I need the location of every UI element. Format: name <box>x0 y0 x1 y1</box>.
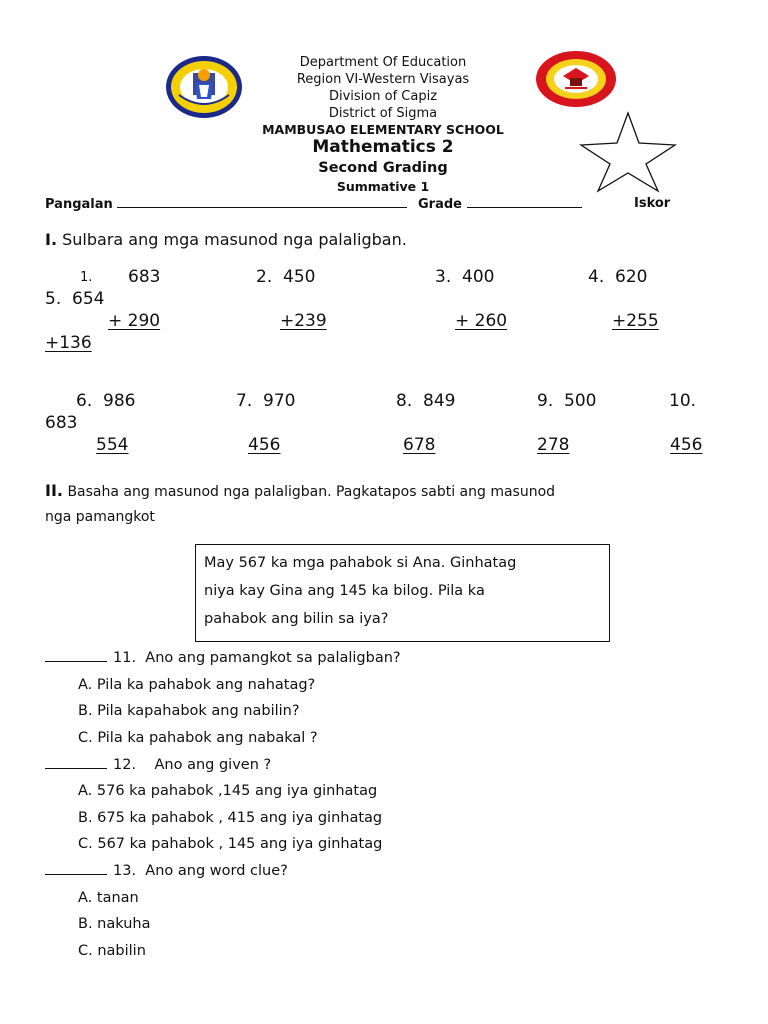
item8-label: 8. 849 <box>396 391 456 411</box>
part2-instruction-line1: Basaha ang masunod nga palaligban. Pagkatapos sabti ang masunod <box>67 484 556 500</box>
test-name: Summative 1 <box>336 179 430 194</box>
item4-top: 620 <box>615 267 648 287</box>
item2-addend: +239 <box>280 311 327 331</box>
part2-numeral: II. <box>45 481 63 500</box>
subject-title: Mathematics 2 <box>312 137 454 157</box>
problem-line-2: niya kay Gina ang 145 ka bilog. Pila ka <box>204 583 485 599</box>
problem-line-1: May 567 ka mga pahabok si Ana. Ginhatag <box>204 555 517 571</box>
score-label: Iskor <box>634 196 671 211</box>
item6-bottom: 554 <box>96 435 129 455</box>
word-problem-box <box>195 544 610 642</box>
part2-instruction-line2: nga pamangkot <box>45 509 155 525</box>
item9-top: 500 <box>564 391 597 411</box>
item1-addend: + 290 <box>108 311 161 331</box>
item2-top: 450 <box>283 267 316 287</box>
question-13: 13. Ano ang word clue? <box>45 863 288 879</box>
division-name: Division of Capiz <box>328 89 438 104</box>
item5-top: 654 <box>72 289 105 309</box>
star-icon <box>577 110 679 194</box>
grade-field[interactable] <box>418 196 582 212</box>
item8-bottom: 678 <box>403 435 436 455</box>
q13-choice-c: C. nabilin <box>78 943 146 959</box>
grading-period: Second Grading <box>318 160 448 176</box>
part2-heading <box>45 478 555 505</box>
item10-bottom: 456 <box>670 435 703 455</box>
question-13-text: Ano ang word clue? <box>145 863 288 879</box>
answer-blank-11[interactable] <box>45 650 107 662</box>
question-12: 12. Ano ang given ? <box>45 757 271 773</box>
question-11-text: Ano ang pamangkot sa palaligban? <box>145 650 401 666</box>
item10-number: 10. <box>669 391 697 411</box>
q12-choice-a: A. 576 ka pahabok ,145 ang iya ginhatag <box>78 783 378 799</box>
item5-addend: +136 <box>45 333 92 353</box>
problem-line-3: pahabok ang bilin sa iya? <box>204 611 389 627</box>
item6-label: 6. 986 <box>76 391 136 411</box>
grade-line[interactable] <box>467 196 582 208</box>
name-line[interactable] <box>117 196 407 208</box>
school-seal-logo <box>535 50 617 108</box>
item7-label: 7. 970 <box>236 391 296 411</box>
q11-choice-a: A. Pila ka pahabok ang nahatag? <box>78 677 316 693</box>
item1-number: 1. <box>80 270 93 285</box>
department-name: Department Of Education <box>299 55 467 70</box>
item10-top: 683 <box>45 413 78 433</box>
q12-choice-c: C. 567 ka pahabok , 145 ang iya ginhatag <box>78 836 383 852</box>
item4-addend: +255 <box>612 311 659 331</box>
q12-choice-b: B. 675 ka pahabok , 415 ang iya ginhatag <box>78 810 383 826</box>
q11-choice-b: B. Pila kapahabok ang nabilin? <box>78 703 300 719</box>
item8-top: 849 <box>423 391 456 411</box>
item4-label: 4. 620 <box>588 267 648 287</box>
item9-bottom: 278 <box>537 435 570 455</box>
region-name: Region VI-Western Visayas <box>296 72 470 87</box>
name-label: Pangalan <box>45 197 113 212</box>
item6-top: 986 <box>103 391 136 411</box>
part1-instruction: Sulbara ang mga masunod nga palaligban. <box>62 230 407 249</box>
item7-bottom: 456 <box>248 435 281 455</box>
answer-blank-13[interactable] <box>45 863 107 875</box>
part1-numeral: I. <box>45 230 58 249</box>
question-12-text: Ano ang given ? <box>140 757 272 773</box>
item1-top: 683 <box>128 267 161 287</box>
item2-label: 2. 450 <box>256 267 316 287</box>
item3-addend: + 260 <box>455 311 508 331</box>
grade-label: Grade <box>418 197 462 212</box>
question-11: 11. Ano ang pamangkot sa palaligban? <box>45 650 401 666</box>
q13-choice-a: A. tanan <box>78 890 139 906</box>
district-name: District of Sigma <box>328 106 438 121</box>
part1-heading <box>45 230 407 249</box>
item3-label: 3. 400 <box>435 267 495 287</box>
q13-choice-b: B. nakuha <box>78 916 151 932</box>
item5-label: 5. 654 <box>45 289 105 309</box>
item9-label: 9. 500 <box>537 391 597 411</box>
q11-choice-c: C. Pila ka pahabok ang nabakal ? <box>78 730 318 746</box>
item7-top: 970 <box>263 391 296 411</box>
name-field[interactable] <box>45 196 407 212</box>
answer-blank-12[interactable] <box>45 757 107 769</box>
item3-top: 400 <box>462 267 495 287</box>
school-name: MAMBUSAO ELEMENTARY SCHOOL <box>262 122 504 137</box>
